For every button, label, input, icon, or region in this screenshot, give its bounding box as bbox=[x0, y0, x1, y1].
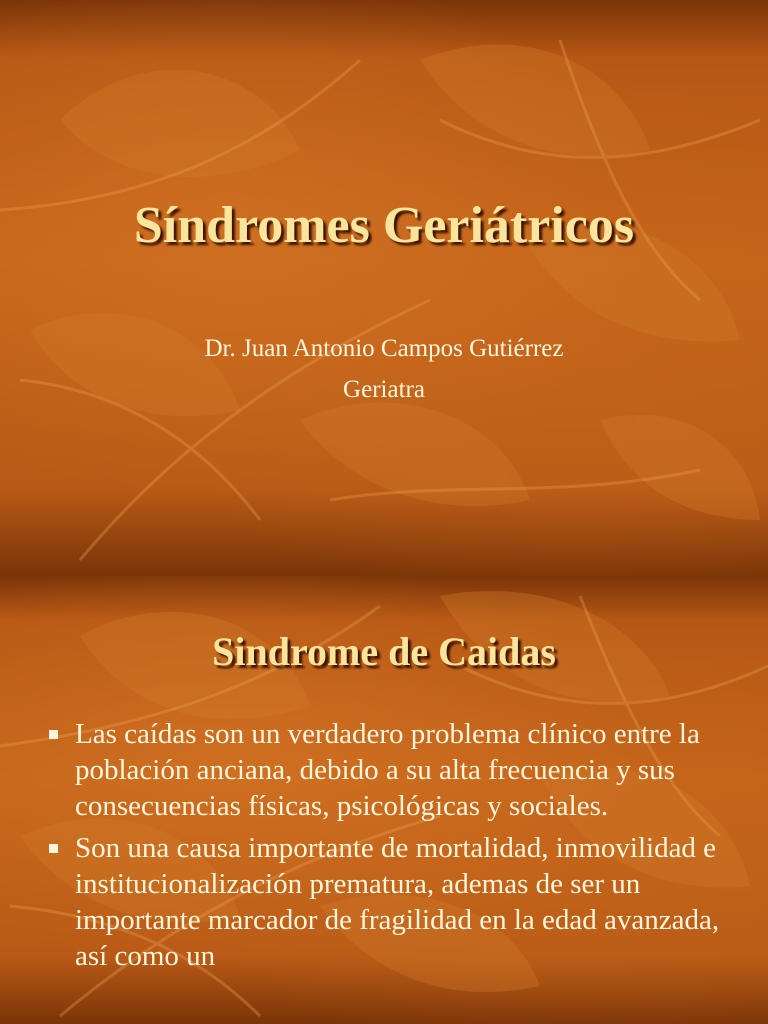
square-bullet-icon bbox=[49, 730, 58, 739]
author-name: Dr. Juan Antonio Campos Gutiérrez bbox=[204, 335, 564, 362]
slide-2 bbox=[0, 576, 768, 1024]
square-bullet-icon bbox=[49, 844, 58, 853]
bullet-text: Las caídas son un verdadero problema clínico entre la población anciana, debido a su alta frecuencia y sus consecuencias físicas, psicológicas y sociales. bbox=[75, 718, 700, 822]
author-role: Geriatra bbox=[343, 376, 425, 403]
slide-2-title: Sindrome de Caidas bbox=[212, 629, 556, 674]
bullet-item bbox=[46, 716, 736, 824]
bullet-text: Son una causa importante de mortalidad, inmovilidad e institucionalización prematura, ademas de ser un importante marcador de fragilidad en la edad avanzada, así como un bbox=[75, 832, 720, 972]
bullet-list bbox=[46, 716, 736, 980]
slide-1-title: Síndromes Geriátricos bbox=[133, 197, 635, 254]
bullet-item bbox=[46, 830, 736, 974]
